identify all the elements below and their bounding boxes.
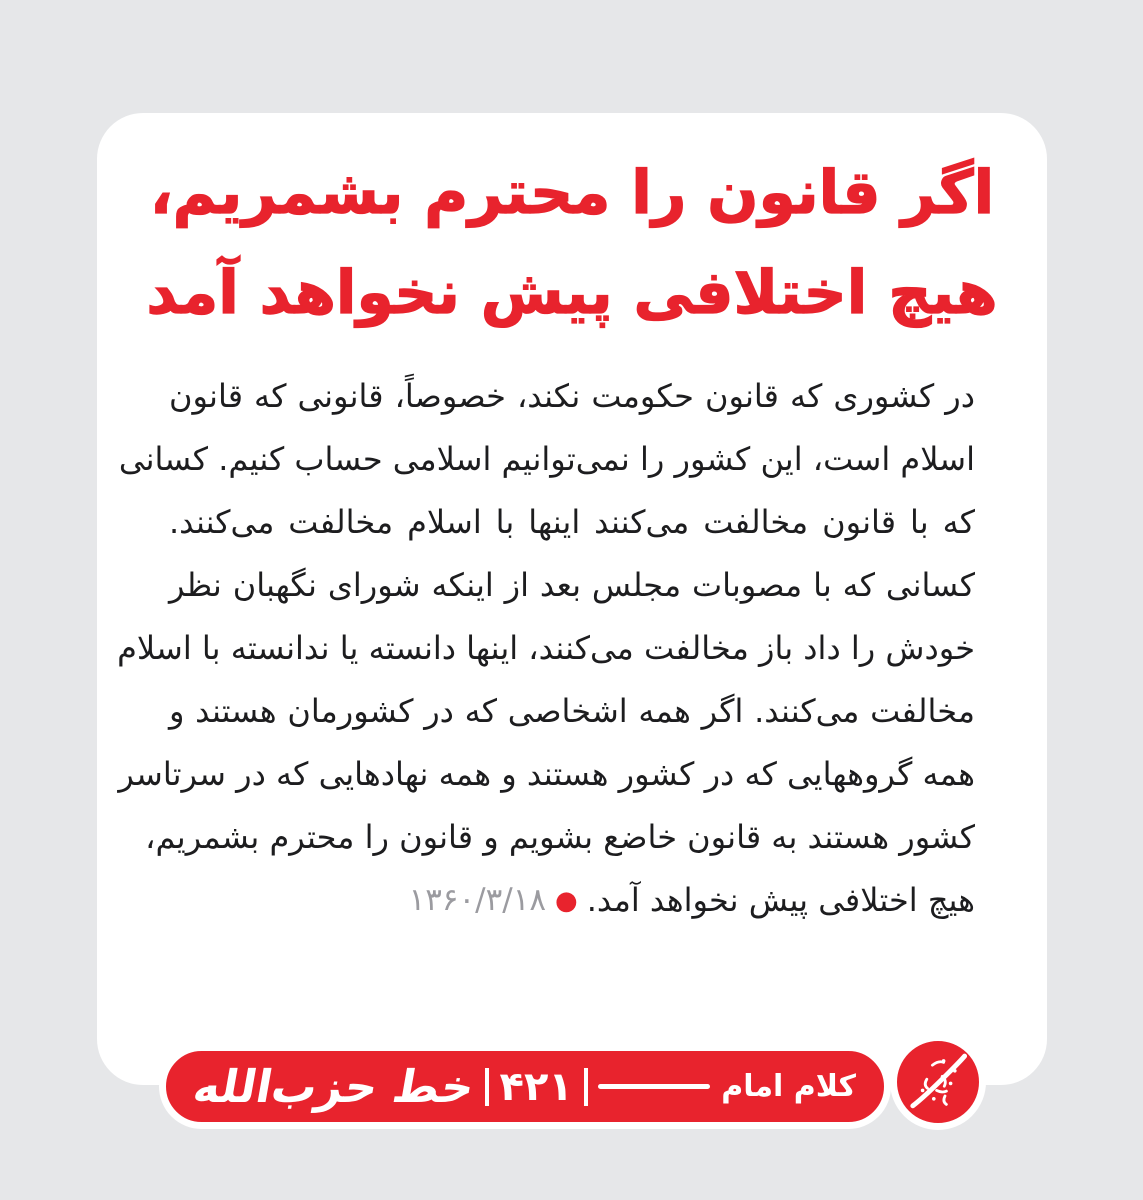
khat-e-hezbollah-logo: خط حزب‌الله	[189, 1060, 479, 1113]
title-line-2: هیچ اختلافی پیش نخواهد آمد	[146, 258, 998, 328]
footer-dash-line	[598, 1084, 710, 1089]
quote-body	[117, 365, 975, 932]
quote-title	[117, 143, 1027, 343]
body-line: خودش را داد باز مخالفت می‌کنند، اینها دانسته یا ندانسته با اسلام	[117, 629, 975, 667]
body-line: در کشوری که قانون حکومت نکند، خصوصاً، قانونی که قانون	[169, 377, 975, 415]
imam-signature-badge	[890, 1034, 986, 1130]
body-line: کسانی که با مصوبات مجلس بعد از اینکه شورای نگهبان نظر	[169, 566, 975, 604]
footer-issue-number: ۴۲۱	[499, 1063, 573, 1110]
body-line: که با قانون مخالفت می‌کنند اینها با اسلام مخالفت می‌کنند.	[169, 503, 975, 541]
body-line: مخالفت می‌کنند. اگر همه اشخاصی که در کشورمان هستند و	[169, 692, 975, 730]
footer-separator	[485, 1068, 489, 1106]
body-line-text: هیچ اختلافی پیش نخواهد آمد.	[586, 881, 975, 919]
footer-separator	[584, 1068, 588, 1106]
imam-khomeini-signature-icon	[903, 1047, 973, 1117]
body-line: همه گروههایی که در کشور هستند و همه نهادهایی که در سرتاسر	[118, 755, 975, 793]
footer-section-label: کلام امام	[721, 1069, 856, 1104]
quote-card	[97, 113, 1047, 1085]
footer-bar	[159, 1044, 891, 1129]
body-last-line	[169, 869, 975, 932]
quote-date: ۱۳۶۰/۳/۱۸	[408, 882, 547, 918]
date-bullet-icon: ●	[555, 885, 578, 916]
body-line: کشور هستند به قانون خاضع بشویم و قانون را محترم بشمریم،	[145, 818, 975, 856]
body-line: اسلام است، این کشور را نمی‌توانیم اسلامی حساب کنیم. کسانی	[118, 440, 975, 478]
title-line-1: اگر قانون را محترم بشمریم،	[149, 158, 995, 228]
